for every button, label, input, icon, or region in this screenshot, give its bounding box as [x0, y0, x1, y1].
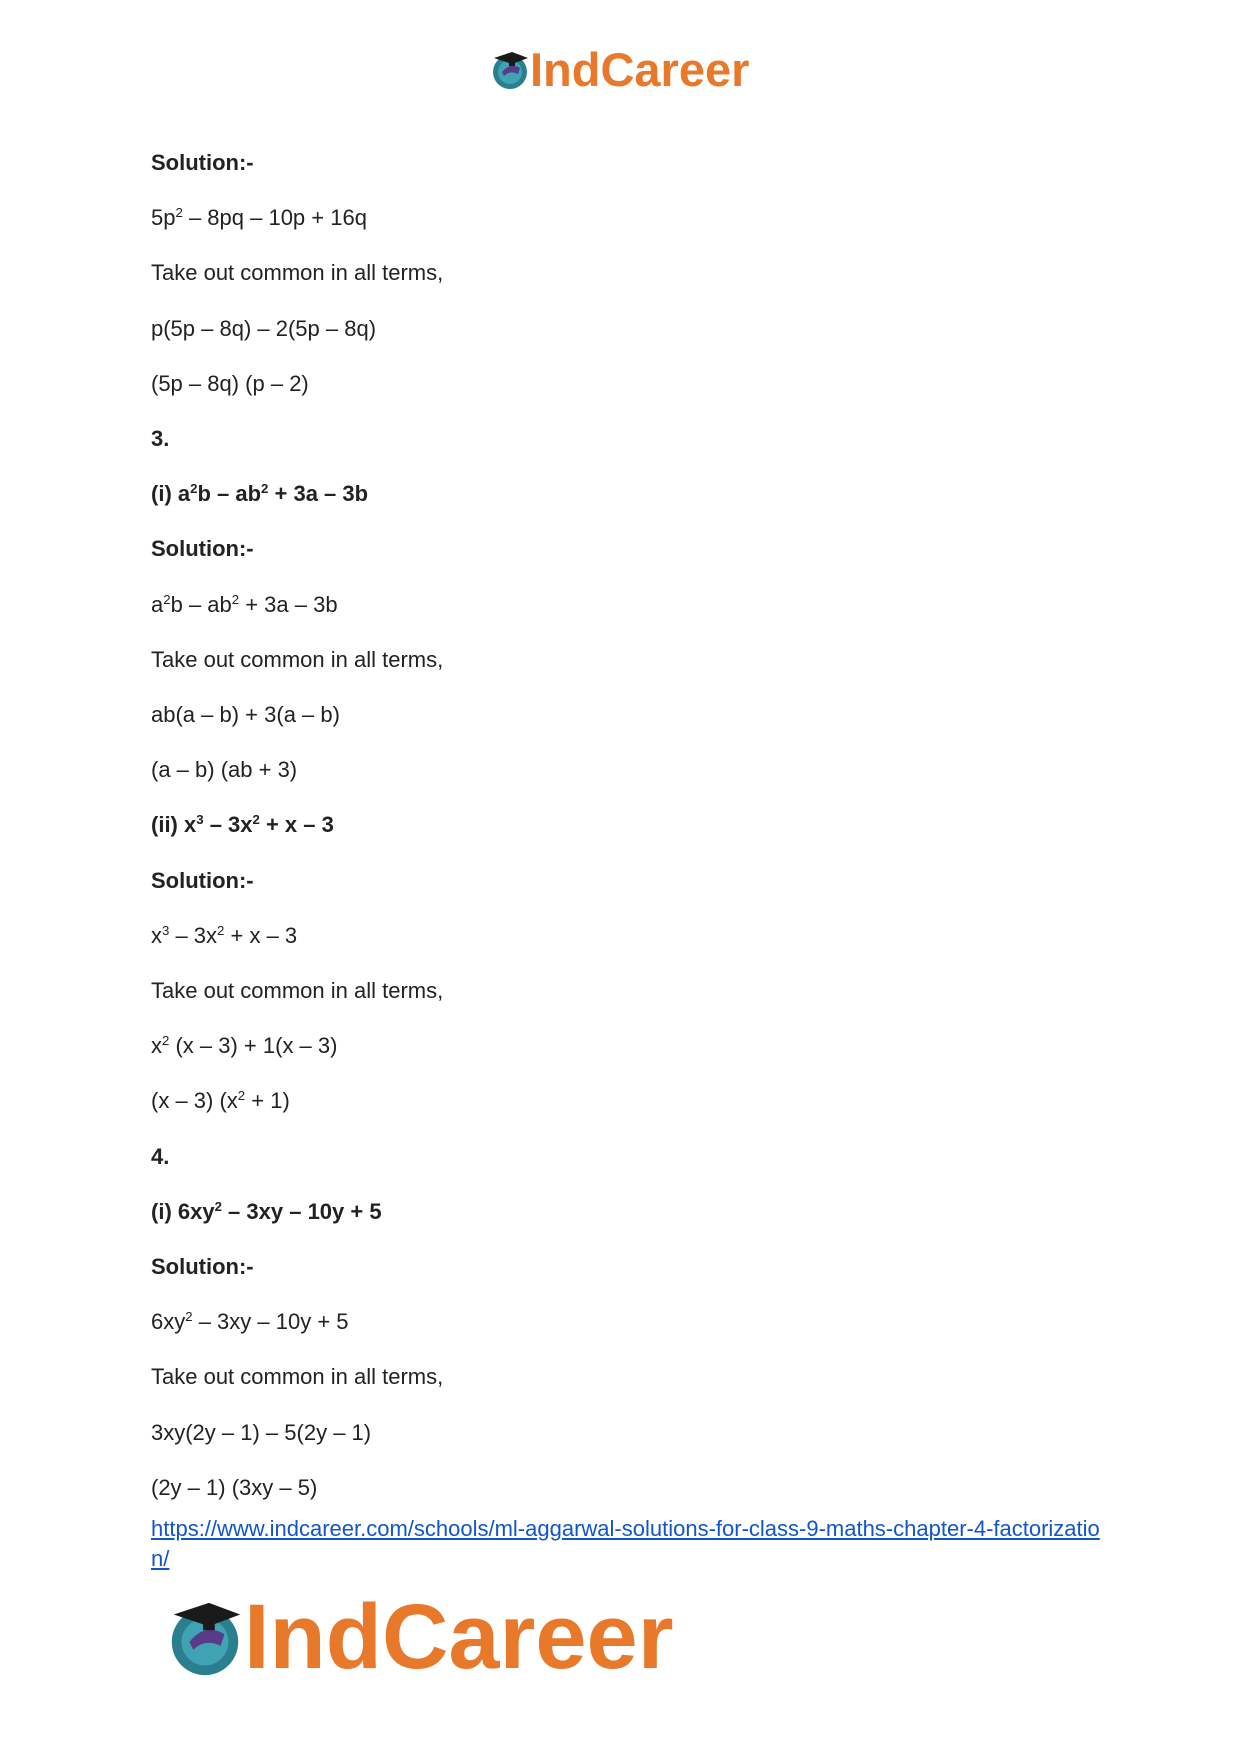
- logo-wordmark: IndCareer: [244, 1586, 674, 1688]
- line-text: + 1): [245, 1088, 290, 1114]
- exponent: 2: [252, 812, 260, 828]
- line-text: 5p: [151, 205, 176, 231]
- line-text: – 3x: [203, 812, 253, 838]
- line-text: (5p – 8q) (p – 2): [151, 370, 309, 396]
- line-text: x: [151, 922, 162, 948]
- line-text: a: [151, 591, 164, 617]
- text-line: [151, 923, 297, 952]
- text-line: [151, 1364, 443, 1390]
- source-link[interactable]: https://www.indcareer.com/schools/ml-aggarwal-solutions-for-class-9-maths-chapter-4-factorization/: [151, 1516, 1100, 1571]
- exponent: 2: [190, 481, 198, 497]
- text-line: [151, 316, 376, 342]
- exponent: 2: [163, 591, 171, 607]
- heading-line: [151, 1199, 382, 1228]
- line-text: 3.: [151, 426, 170, 451]
- line-text: (a – b) (ab + 3): [151, 757, 298, 783]
- exponent: 2: [214, 1198, 222, 1214]
- text-line: [151, 978, 443, 1004]
- line-text: Take out common in all terms,: [151, 978, 444, 1003]
- text-line: [151, 757, 297, 783]
- line-text: Solution:-: [151, 536, 254, 562]
- heading-line: [151, 812, 334, 841]
- line-text: – 8pq – 10p + 16q: [182, 205, 367, 231]
- text-line: [151, 1033, 337, 1062]
- line-text: ab(a – b) + 3(a – b): [151, 702, 340, 727]
- text-line: [151, 702, 340, 728]
- heading-line: [151, 868, 254, 894]
- exponent: 2: [261, 481, 269, 497]
- graduation-globe-icon: [488, 48, 532, 92]
- heading-line: [151, 426, 169, 452]
- line-text: 4.: [151, 1143, 170, 1169]
- line-text: 6xy: [151, 1309, 186, 1335]
- text-line: [151, 1475, 317, 1501]
- line-text: + 3a – 3b: [239, 591, 338, 617]
- heading-line: [151, 150, 254, 176]
- text-line: [151, 371, 309, 397]
- exponent: 2: [185, 1309, 193, 1325]
- line-text: (i) a: [151, 481, 191, 507]
- line-text: (i) 6xy: [151, 1198, 215, 1224]
- line-text: (ii) x: [151, 812, 197, 838]
- text-line: [151, 1088, 290, 1117]
- line-text: + 3a – 3b: [268, 481, 369, 507]
- text-line: [151, 205, 367, 234]
- exponent: 2: [237, 1088, 246, 1104]
- text-line: [151, 647, 443, 673]
- line-text: Take out common in all terms,: [151, 260, 444, 286]
- line-text: Solution:-: [151, 150, 254, 175]
- line-text: b – ab: [170, 591, 232, 617]
- line-text: 3xy(2y – 1) – 5(2y – 1): [151, 1419, 372, 1445]
- heading-line: [151, 1254, 254, 1280]
- text-line: [151, 1309, 349, 1338]
- indcareer-logo-footer: [162, 1585, 674, 1690]
- line-text: p(5p – 8q) – 2(5p – 8q): [151, 315, 377, 341]
- line-text: (x – 3) + 1(x – 3): [169, 1033, 338, 1059]
- exponent: 2: [231, 591, 240, 607]
- line-text: + x – 3: [259, 812, 334, 838]
- heading-line: [151, 1144, 169, 1170]
- heading-line: [151, 536, 254, 562]
- indcareer-logo-header: [488, 42, 749, 97]
- line-text: (x – 3) (x: [151, 1088, 238, 1114]
- graduation-globe-icon: [162, 1595, 248, 1681]
- line-text: Take out common in all terms,: [151, 1364, 444, 1390]
- line-text: – 3xy – 10y + 5: [192, 1309, 349, 1335]
- logo-wordmark: IndCareer: [530, 43, 750, 96]
- line-text: Solution:-: [151, 867, 254, 893]
- text-line: [151, 592, 338, 621]
- line-text: – 3x: [169, 922, 218, 948]
- exponent: 2: [175, 205, 183, 221]
- line-text: – 3xy – 10y + 5: [221, 1198, 382, 1224]
- exponent: 2: [162, 1033, 170, 1049]
- text-line: [151, 260, 443, 286]
- exponent: 2: [217, 922, 225, 938]
- text-line: [151, 1420, 371, 1446]
- heading-line: [151, 481, 368, 510]
- line-text: + x – 3: [224, 922, 298, 948]
- line-text: b – ab: [197, 481, 262, 507]
- exponent: 3: [196, 812, 204, 828]
- line-text: Take out common in all terms,: [151, 646, 444, 672]
- exponent: 3: [162, 922, 170, 938]
- line-text: x: [151, 1033, 162, 1059]
- line-text: Solution:-: [151, 1254, 254, 1279]
- line-text: (2y – 1) (3xy – 5): [151, 1474, 318, 1500]
